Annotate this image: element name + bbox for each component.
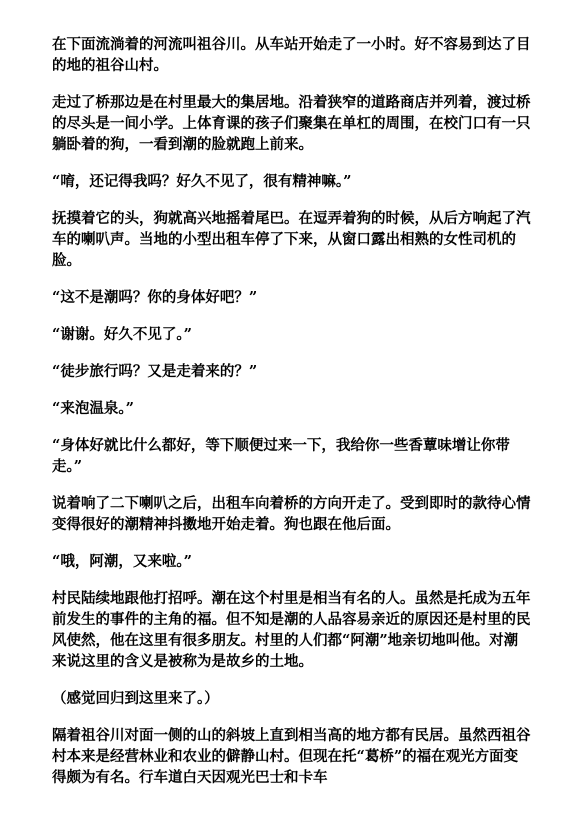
document-page [52,34,532,804]
paragraph-13: （感觉回归到这里来了。） [52,690,219,707]
paragraph-5: “这不是潮吗？你的身体好吧？” [52,289,258,306]
paragraph-14: 隔着祖谷川对面一侧的山的斜坡上直到相当高的地方都有民居。虽然西祖谷村本来是经营林业和农业的僻静山村。但现在托“葛桥”的福在观光方面变得颇为有名。行车道白天因观光巴士和卡车 [52,727,531,786]
paragraph-11: “哦，阿潮，又来啦。” [52,553,192,570]
paragraph-8: “来泡温泉。” [52,400,134,417]
paragraph-10: 说着响了二下喇叭之后，出租车向着桥的方向开走了。受到即时的款待心情变得很好的潮精神抖擞地开始走着。狗也跟在他后面。 [52,495,531,533]
paragraph-2: 走过了桥那边是在村里最大的集居地。沿着狭窄的道路商店并列着，渡过桥的尽头是一间小学。上体育课的孩子们聚集在单杠的周围，在校门口有一只躺卧着的狗，一看到潮的脸就跑上前来。 [52,94,531,153]
paragraph-4: 抚摸着它的头，狗就高兴地摇着尾巴。在逗弄着狗的时候，从后方响起了汽车的喇叭声。当地的小型出租车停了下来，从窗口露出相熟的女性司机的脸。 [52,210,531,269]
paragraph-1: 在下面流淌着的河流叫祖谷川。从车站开始走了一小时。好不容易到达了目的地的祖谷山村。 [52,36,531,74]
paragraph-3: “唷，还记得我吗？好久不见了，很有精神嘛。” [52,173,352,190]
paragraph-9: “身体好就比什么都好，等下顺便过来一下，我给你一些香蕈味增让你带走。” [52,437,510,475]
paragraph-7: “徒步旅行吗？又是走着来的？” [52,363,258,380]
paragraph-12: 村民陆续地跟他打招呼。潮在这个村里是相当有名的人。虽然是托成为五年前发生的事件的主角的福。但不知是潮的人品容易亲近的原因还是村里的民风使然，他在这里有很多朋友。村里的人们都“阿潮”地亲切地叫他。对潮来说这里的含义是被称为是故乡的土地。 [52,590,531,670]
paragraph-6: “谢谢。好久不见了。” [52,326,192,343]
